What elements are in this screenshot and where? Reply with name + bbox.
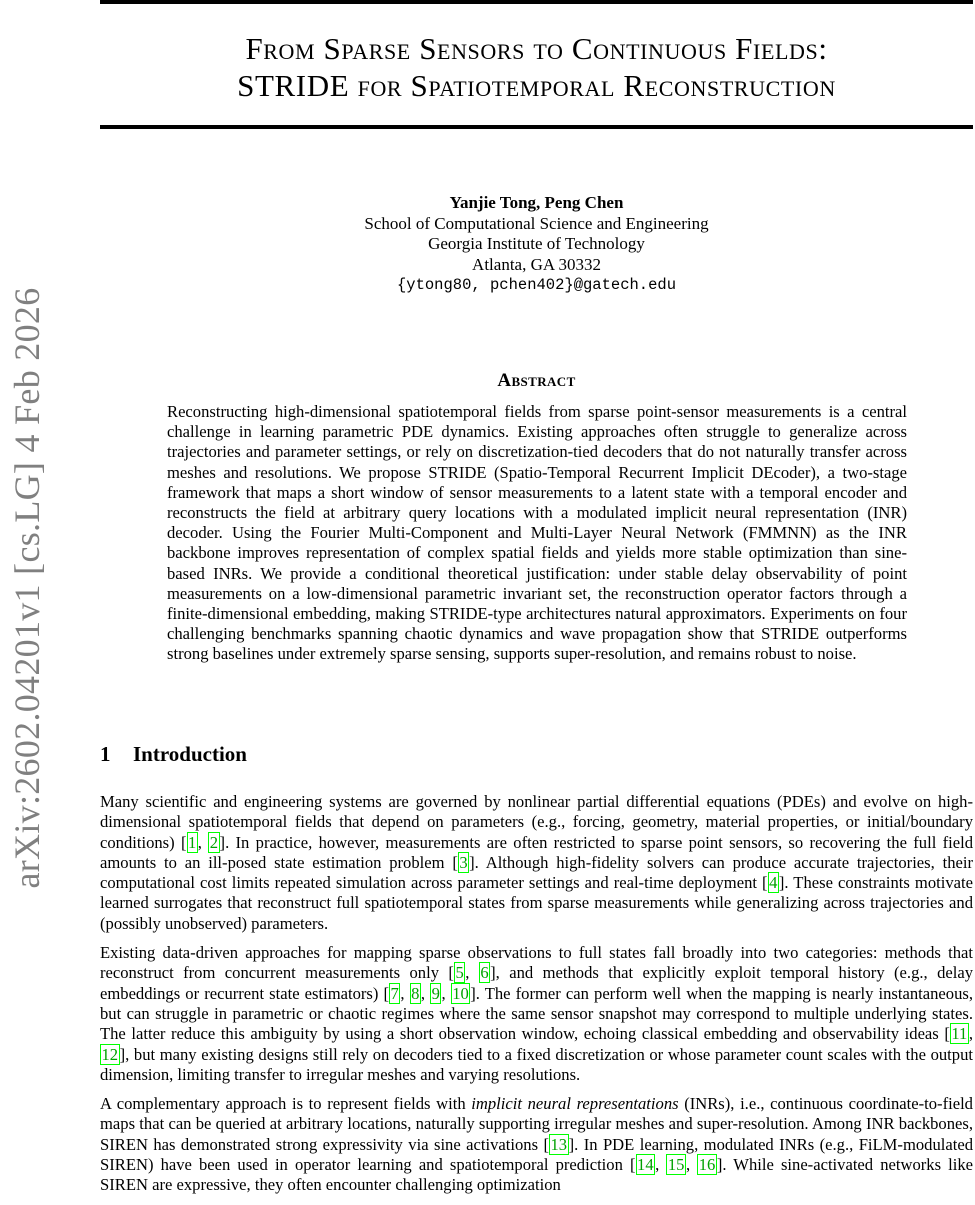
paragraph-2 (100, 943, 973, 1085)
citation-link[interactable]: 5 (455, 963, 464, 983)
arxiv-identifier-stamp: arXiv:2602.04201v1 [cs.LG] 4 Feb 2026 (7, 287, 47, 889)
section-title: Introduction (133, 742, 247, 766)
citation-link[interactable]: 9 (431, 983, 440, 1003)
text-span: Existing data-driven approaches for mapping sparse observations to full states fall broadly into two categories: methods that reconstruct from concurrent measurements only [ (100, 943, 973, 983)
text-span: , (655, 1155, 667, 1175)
text-span: , (685, 1155, 698, 1175)
citation-link[interactable]: 13 (550, 1134, 568, 1154)
paragraph-3 (100, 1094, 973, 1195)
section-heading-introduction (100, 742, 247, 767)
text-span: , (465, 963, 479, 983)
citation-link[interactable]: 2 (209, 832, 219, 852)
text-span: A complementary approach is to represent fields with (100, 1094, 472, 1114)
text-span: , (197, 832, 209, 852)
citation-link[interactable]: 8 (411, 983, 420, 1003)
citation-link[interactable]: 10 (452, 983, 469, 1003)
text-span: , (441, 983, 451, 1003)
emphasis-term: implicit neural representations (471, 1094, 679, 1114)
abstract-heading: Abstract (497, 370, 576, 391)
affiliation-location: Atlanta, GA 30332 (472, 254, 601, 274)
title-bottom-rule (100, 125, 973, 129)
text-span: ]. These constraints motivate learned surrogates that reconstruct full spatiotemporal states from sparse measurements while generalizing across trajectories and (possibly unobserved) parameters. (100, 873, 973, 933)
citation-link[interactable]: 11 (951, 1024, 968, 1044)
author-names: Yanjie Tong, Peng Chen (449, 193, 624, 212)
affiliation-institute: Georgia Institute of Technology (428, 234, 645, 253)
text-span: ]. While sine-activated networks like SIREN are expressive, they often encounter challenging optimization (100, 1155, 974, 1195)
title-top-rule (100, 0, 973, 4)
text-span: , (420, 983, 431, 1003)
citation-link[interactable]: 15 (667, 1155, 685, 1175)
title-line-1: From Sparse Sensors to Continuous Fields: (245, 31, 828, 66)
text-span: ], but many existing designs still rely on decoders tied to a fixed discretization or whose parameter count scales with the output dimension, limiting transfer to irregular meshes and varying resolutions. (100, 1044, 973, 1084)
author-block (100, 193, 973, 296)
text-span: (INRs), i.e., continuous coordinate-to-field maps that can be queried at arbitrary locations, naturally supporting irregular meshes and super-resolution. Among INR backbones, SIREN has demonstrated strong expressivity via sine activations [ (100, 1094, 973, 1154)
citation-link[interactable]: 6 (480, 963, 489, 983)
text-span: ]. The former can perform well when the mapping is nearly instantaneous, but can struggle in parametric or chaotic regimes where the same sensor snapshot may correspond to multiple underlying states. The latter reduce this ambiguity by using a short observation window, echoing classical embedding and observability ideas [ (100, 983, 973, 1044)
section-number: 1 (100, 742, 111, 766)
citation-link[interactable]: 4 (769, 873, 778, 893)
text-span: ]. In practice, however, measurements are often restricted to sparse point sensors, so recovering the full field amounts to an ill-posed state estimation problem [ (100, 832, 974, 872)
text-span: ]. Although high-fidelity solvers can produce accurate trajectories, their computational cost limits repeated simulation across parameter settings and real-time deployment [ (100, 852, 973, 893)
text-span: Many scientific and engineering systems are governed by nonlinear partial differential equations (PDEs) and evolve on high-dimensional spatiotemporal fields that depend on parameters (e.g., forcing, geometry, material properties, or initial/boundary conditions) [ (100, 792, 973, 852)
author-email[interactable]: {ytong80, pchen402}@gatech.edu (396, 276, 677, 294)
affiliation-school: School of Computational Science and Engineering (364, 213, 709, 233)
citation-link[interactable]: 1 (188, 832, 197, 852)
text-span: ], and methods that explicitly exploit temporal history (e.g., delay embeddings or recurrent state estimators) [ (100, 963, 974, 1003)
title-line-2: STRIDE for Spatiotemporal Reconstruction (237, 68, 836, 103)
citation-link[interactable]: 14 (637, 1155, 654, 1175)
citation-link[interactable]: 16 (698, 1155, 716, 1175)
introduction-body (100, 792, 973, 1205)
text-span: , (968, 1024, 973, 1044)
paragraph-1 (100, 792, 973, 934)
paper-title (100, 30, 973, 104)
citation-link[interactable]: 7 (390, 983, 399, 1003)
text-span: , (400, 983, 410, 1003)
text-span: ]. In PDE learning, modulated INRs (e.g., FiLM-modulated SIREN) have been used in operator learning and spatiotemporal prediction [ (100, 1134, 973, 1175)
citation-link[interactable]: 3 (459, 852, 468, 872)
citation-link[interactable]: 12 (101, 1044, 119, 1064)
abstract-text: Reconstructing high-dimensional spatiotemporal fields from sparse point-sensor measurements is a central challenge in learning parametric PDE dynamics. Existing approaches often struggle to generalize across trajectories and parameter settings, or rely on discretization-tied decoders that do not naturally transfer across meshes and resolutions. We propose STRIDE (Spatio-Temporal Recurrent Implicit DEcoder), a two-stage framework that maps a short window of sensor measurements to a latent state with a temporal encoder and reconstructs the field at arbitrary query locations with a modulated implicit neural representation (INR) decoder. Using the Fourier Multi-Component and Multi-Layer Neural Network (FMMNN) as the INR backbone improves representation of complex spatial fields and yields more stable optimization than sine-based INRs. We provide a conditional theoretical justification: under stable delay observability of point measurements on a low-dimensional parametric invariant set, the reconstruction operator factors through a finite-dimensional embedding, making STRIDE-type architectures natural approximators. Experiments on four challenging benchmarks spanning chaotic dynamics and wave propagation show that STRIDE outperforms strong baselines under extremely sparse sensing, supports super-resolution, and remains robust to noise. (167, 402, 907, 664)
